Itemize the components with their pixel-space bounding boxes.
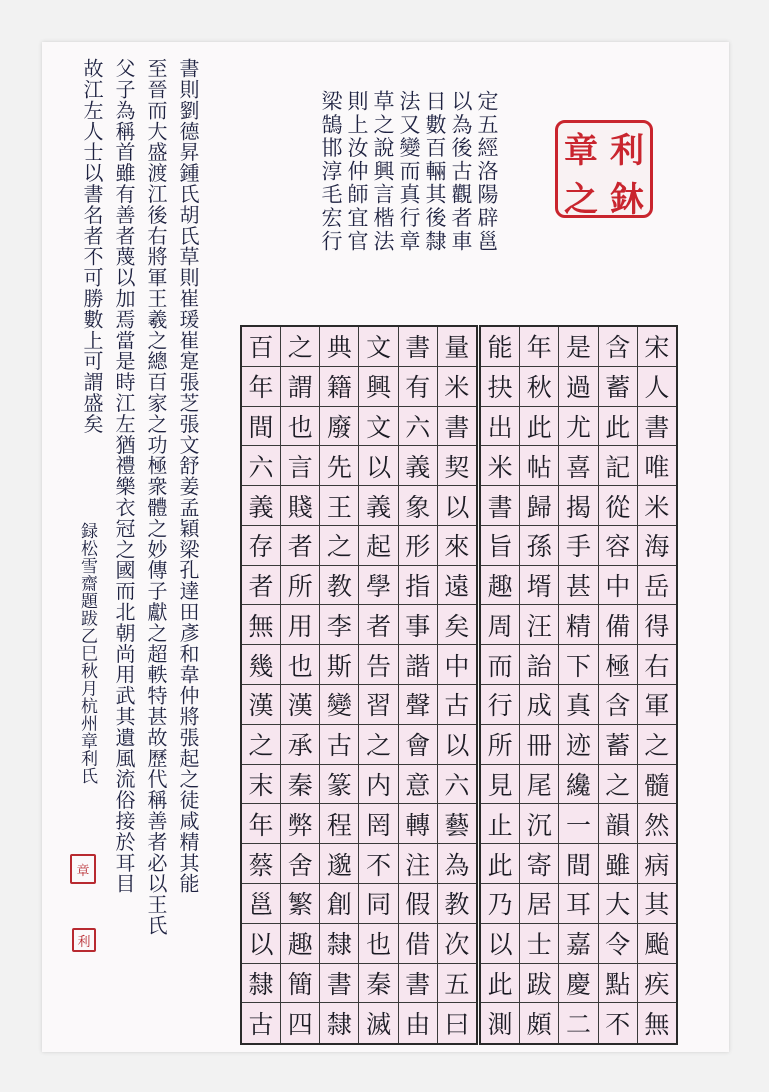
grid-character: 言	[281, 446, 319, 486]
grid-character: 轉	[399, 804, 437, 844]
grid-character: 創	[320, 884, 358, 924]
grid-character: 六	[399, 407, 437, 447]
grid-character: 雖	[599, 844, 637, 884]
grid-character: 令	[599, 924, 637, 964]
grid-character: 有	[399, 367, 437, 407]
grid-character: 疾	[638, 964, 676, 1004]
grid-character: 以	[359, 446, 397, 486]
grid-character: 意	[399, 765, 437, 805]
grid-character: 其	[638, 884, 676, 924]
top-text-column-1: 定五經洛陽辟邕	[475, 90, 499, 254]
grid-character: 尾	[520, 765, 558, 805]
grid-character: 年	[242, 367, 280, 407]
left-text-column-4: 故江左人士以書名者不可勝數上可謂盛矣	[80, 58, 104, 435]
grid-character: 者	[242, 566, 280, 606]
grid-character: 以	[481, 924, 519, 964]
seal-char-1: 章	[564, 131, 598, 171]
grid-character: 六	[242, 446, 280, 486]
grid-character: 米	[481, 446, 519, 486]
grid-character: 二	[565, 1010, 591, 1040]
grid-character: 會	[399, 725, 437, 765]
grid-character: 賤	[281, 486, 319, 526]
grid-character: 所	[281, 566, 319, 606]
grid-character: 之	[638, 725, 676, 765]
grid-character: 契	[438, 446, 476, 486]
grid-character: 矣	[438, 605, 476, 645]
grid-character: 記	[599, 446, 637, 486]
grid-character: 得	[638, 605, 676, 645]
grid-character: 内	[359, 765, 397, 805]
grid-character: 精	[559, 605, 597, 645]
grid-character: 程	[320, 804, 358, 844]
grid-character: 借	[399, 924, 437, 964]
left-text-column-3: 父子為稱首雖有善者蔑以加焉當是時江左猶禮樂衣冠之國而北朝尚用武其遺風流俗接於耳目	[112, 58, 136, 894]
grid-character: 容	[599, 526, 637, 566]
grid-right-column	[519, 327, 558, 1043]
grid-character: 旨	[481, 526, 519, 566]
grid-character: 義	[242, 486, 280, 526]
grid-character: 繁	[281, 884, 319, 924]
grid-character: 同	[359, 884, 397, 924]
grid-character: 假	[399, 884, 437, 924]
grid-character: 藝	[438, 804, 476, 844]
grid-character: 書	[481, 486, 519, 526]
left-text-column-1: 書則劉德昇鍾氏胡氏草則崔瑗崔寔張芝張文舒姜孟穎梁孔達田彥和韋仲將張起之徒咸精其能	[176, 58, 200, 894]
grid-character: 古	[320, 725, 358, 765]
grid-character: 百	[242, 327, 280, 367]
grid-character: 教	[320, 566, 358, 606]
grid-character: 為	[438, 844, 476, 884]
grid-character: 髓	[638, 765, 676, 805]
grid-character: 廢	[320, 407, 358, 447]
grid-character: 秦	[359, 964, 397, 1004]
grid-left-column	[398, 327, 437, 1043]
grid-character: 文	[359, 327, 397, 367]
grid-right-column	[637, 327, 676, 1043]
grid-right-column	[481, 327, 519, 1043]
grid-character: 隸	[320, 924, 358, 964]
grid-character: 年	[242, 804, 280, 844]
grid-character: 間	[242, 407, 280, 447]
grid-character: 蓄	[599, 725, 637, 765]
grid-character: 右	[638, 645, 676, 685]
grid-character: 米	[438, 367, 476, 407]
grid-character: 謂	[281, 367, 319, 407]
grid-character: 之	[599, 765, 637, 805]
grid-character: 頗	[526, 1010, 552, 1040]
grid-character: 書	[399, 964, 437, 1004]
grid-character: 真	[559, 685, 597, 725]
grid-character: 者	[359, 605, 397, 645]
grid-character: 隸	[326, 1010, 352, 1040]
grid-character: 籍	[320, 367, 358, 407]
grid-character: 之	[242, 725, 280, 765]
grid-character: 習	[359, 685, 397, 725]
grid-character: 之	[281, 327, 319, 367]
grid-character: 學	[359, 566, 397, 606]
grid-character: 乃	[481, 884, 519, 924]
grid-character: 李	[320, 605, 358, 645]
seal-char-3: 之	[564, 180, 598, 220]
signature-inscription: 録松雪齋題跋乙巳秋月杭州章利氏	[77, 522, 97, 785]
grid-character: 詒	[520, 645, 558, 685]
grid-character: 次	[438, 924, 476, 964]
grid-character: 承	[281, 725, 319, 765]
grid-character: 揭	[559, 486, 597, 526]
grid-character: 告	[359, 645, 397, 685]
grid-character: 士	[520, 924, 558, 964]
small-seal-2: 利	[72, 928, 96, 952]
grid-character: 也	[359, 924, 397, 964]
grid-character: 末	[242, 765, 280, 805]
grid-character: 尤	[559, 407, 597, 447]
grid-character: 量	[438, 327, 476, 367]
grid-character: 教	[438, 884, 476, 924]
grid-character: 慶	[559, 964, 597, 1004]
grid-character: 病	[638, 844, 676, 884]
grid-character: 止	[481, 804, 519, 844]
grid-character: 此	[520, 407, 558, 447]
grid-character: 纔	[559, 765, 597, 805]
grid-left-column	[437, 327, 476, 1043]
grid-character: 以	[438, 725, 476, 765]
grid-character: 不	[359, 844, 397, 884]
grid-character: 古	[248, 1010, 274, 1040]
grid-character: 弊	[281, 804, 319, 844]
grid-character: 此	[481, 844, 519, 884]
grid-character: 周	[481, 605, 519, 645]
grid-character: 中	[438, 645, 476, 685]
grid-character: 之	[320, 526, 358, 566]
grid-character: 六	[438, 765, 476, 805]
grid-character: 甚	[559, 566, 597, 606]
grid-character: 年	[520, 327, 558, 367]
grid-character: 宋	[638, 327, 676, 367]
grid-character: 典	[320, 327, 358, 367]
grid-character: 漢	[242, 685, 280, 725]
grid-character: 由	[405, 1010, 431, 1040]
grid-character: 之	[359, 725, 397, 765]
grid-character: 者	[281, 526, 319, 566]
grid-left	[240, 325, 478, 1045]
top-text-column-4: 法又變而真行章	[397, 90, 421, 254]
grid-character: 米	[638, 486, 676, 526]
grid-right-column	[598, 327, 637, 1043]
grid-character: 極	[599, 645, 637, 685]
grid-character: 行	[481, 685, 519, 725]
grid-character: 備	[599, 605, 637, 645]
grid-character: 指	[399, 566, 437, 606]
grid-character: 書	[638, 407, 676, 447]
grid-character: 歸	[520, 486, 558, 526]
grid-character: 變	[320, 685, 358, 725]
grid-character: 曰	[444, 1010, 470, 1040]
grid-character: 聲	[399, 685, 437, 725]
grid-character: 含	[599, 685, 637, 725]
grid-character: 以	[438, 486, 476, 526]
grid-character: 中	[599, 566, 637, 606]
grid-character: 也	[281, 407, 319, 447]
grid-character: 來	[438, 526, 476, 566]
grid-character: 含	[599, 327, 637, 367]
grid-character: 斯	[320, 645, 358, 685]
grid-character: 篆	[320, 765, 358, 805]
grid-character: 起	[359, 526, 397, 566]
grid-character: 跋	[520, 964, 558, 1004]
grid-character: 存	[242, 526, 280, 566]
grid-character: 古	[438, 685, 476, 725]
grid-character: 象	[399, 486, 437, 526]
grid-character: 出	[481, 407, 519, 447]
grid-character: 滅	[366, 1010, 392, 1040]
grid-character: 手	[559, 526, 597, 566]
grid-character: 一	[559, 804, 597, 844]
large-red-seal	[555, 120, 653, 218]
grid-character: 注	[399, 844, 437, 884]
grid-character: 遠	[438, 566, 476, 606]
top-text-column-7: 梁鵠邯淳毛宏行	[319, 90, 343, 254]
grid-character: 喜	[559, 446, 597, 486]
seal-char-2: 利	[610, 131, 644, 171]
grid-right	[479, 325, 678, 1045]
grid-left-column	[358, 327, 397, 1043]
grid-character: 抉	[481, 367, 519, 407]
grid-character: 邕	[242, 884, 280, 924]
grid-character: 岳	[638, 566, 676, 606]
grid-character: 大	[599, 884, 637, 924]
top-text-column-5: 草之說興言楷法	[371, 90, 395, 254]
top-text-column-6: 則上汝仲師宜官	[345, 90, 369, 254]
grid-character: 義	[359, 486, 397, 526]
grid-character: 舍	[281, 844, 319, 884]
grid-character: 漢	[281, 685, 319, 725]
grid-character: 能	[481, 327, 519, 367]
grid-character: 迹	[559, 725, 597, 765]
grid-character: 以	[242, 924, 280, 964]
grid-left-column	[280, 327, 319, 1043]
grid-character: 而	[481, 645, 519, 685]
grid-character: 沉	[520, 804, 558, 844]
grid-character: 成	[520, 685, 558, 725]
grid-character: 用	[281, 605, 319, 645]
grid-character: 王	[320, 486, 358, 526]
grid-character: 義	[399, 446, 437, 486]
grid-character: 人	[638, 367, 676, 407]
grid-character: 下	[559, 645, 597, 685]
grid-character: 此	[481, 964, 519, 1004]
grid-character: 見	[481, 765, 519, 805]
grid-character: 也	[281, 645, 319, 685]
grid-right-column	[558, 327, 597, 1043]
small-seal-1: 章	[70, 854, 96, 884]
grid-character: 隸	[242, 964, 280, 1004]
grid-character: 然	[638, 804, 676, 844]
grid-character: 軍	[638, 685, 676, 725]
grid-character: 書	[320, 964, 358, 1004]
grid-character: 無	[644, 1010, 670, 1040]
grid-character: 興	[359, 367, 397, 407]
grid-character: 書	[438, 407, 476, 447]
left-text-column-2: 至晉而大盛渡江後右將軍王羲之總百家之功極衆體之妙傳子獻之超軼特甚故歷代稱善者必以王氏	[144, 58, 168, 936]
grid-character: 嘉	[559, 924, 597, 964]
grid-character: 居	[520, 884, 558, 924]
grid-character: 壻	[520, 566, 558, 606]
grid-character: 此	[599, 407, 637, 447]
grid-left-column	[319, 327, 358, 1043]
grid-character: 韻	[599, 804, 637, 844]
top-text-column-3: 日數百輛其後隸	[423, 90, 447, 254]
grid-character: 海	[638, 526, 676, 566]
grid-character: 秦	[281, 765, 319, 805]
grid-character: 無	[242, 605, 280, 645]
grid-character: 書	[399, 327, 437, 367]
grid-character: 形	[399, 526, 437, 566]
grid-character: 寄	[520, 844, 558, 884]
grid-character: 事	[399, 605, 437, 645]
grid-character: 颱	[638, 924, 676, 964]
grid-character: 秋	[520, 367, 558, 407]
grid-character: 四	[287, 1010, 313, 1040]
grid-left-column	[242, 327, 280, 1043]
grid-character: 先	[320, 446, 358, 486]
grid-character: 測	[487, 1010, 513, 1040]
top-text-column-2: 以為後古觀者車	[449, 90, 473, 254]
grid-character: 帖	[520, 446, 558, 486]
grid-character: 幾	[242, 645, 280, 685]
grid-character: 邈	[320, 844, 358, 884]
grid-character: 簡	[281, 964, 319, 1004]
grid-character: 唯	[638, 446, 676, 486]
grid-character: 冊	[520, 725, 558, 765]
grid-character: 五	[438, 964, 476, 1004]
grid-character: 不	[605, 1010, 631, 1040]
grid-character: 文	[359, 407, 397, 447]
grid-character: 趣	[281, 924, 319, 964]
grid-character: 蔡	[242, 844, 280, 884]
grid-character: 罔	[359, 804, 397, 844]
grid-character: 點	[599, 964, 637, 1004]
grid-character: 孫	[520, 526, 558, 566]
grid-character: 從	[599, 486, 637, 526]
grid-character: 所	[481, 725, 519, 765]
grid-character: 間	[559, 844, 597, 884]
grid-character: 耳	[559, 884, 597, 924]
grid-character: 過	[559, 367, 597, 407]
seal-char-4: 鈢	[610, 180, 644, 220]
grid-character: 諧	[399, 645, 437, 685]
grid-character: 是	[559, 327, 597, 367]
grid-character: 汪	[520, 605, 558, 645]
grid-character: 蓄	[599, 367, 637, 407]
grid-character: 趣	[481, 566, 519, 606]
